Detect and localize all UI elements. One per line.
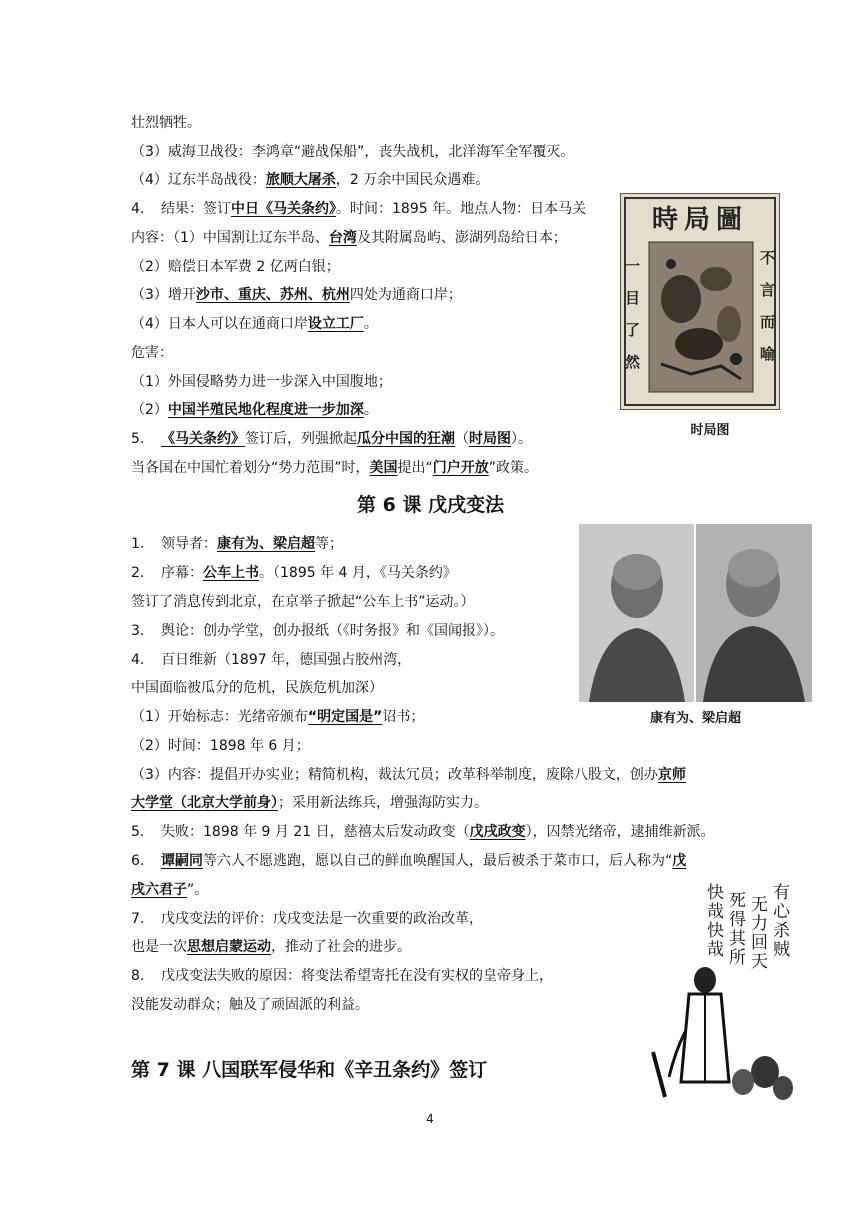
image-title-text: 時局圖 xyxy=(651,205,749,235)
keyword: 谭嗣同 xyxy=(161,853,203,869)
keyword: 美国 xyxy=(369,460,398,476)
text-line: （2）时间：1898 年 6 月； xyxy=(131,738,310,754)
keyword: 《马关条约》 xyxy=(161,431,245,447)
text-line: （4）辽东半岛战役：旅顺大屠杀，2 万余中国民众遇难。 xyxy=(131,172,490,188)
text-line: 签订了消息传到北京，在京举子掀起“公车上书”运动。） xyxy=(131,594,475,610)
text-line: 1. 领导者：康有为、梁启超等； xyxy=(131,536,343,552)
keyword: 旅顺大屠杀 xyxy=(265,172,336,188)
text-line: 6. 谭嗣同等六人不愿逃跑，愿以自己的鲜血唤醒国人，最后被杀于菜市口，后人称为“戊 xyxy=(131,853,687,869)
keyword: 公车上书 xyxy=(203,565,259,581)
text-line: 3. 舆论：创办学堂，创办报纸（《时务报》和《国闻报》）。 xyxy=(131,623,504,639)
keyword: 沙市、重庆、苏州、杭州 xyxy=(195,287,350,303)
image-brush-text: 快哉快哉 xyxy=(707,883,724,960)
image-side-text-right: 不言而喻 xyxy=(760,249,776,363)
text-line: 当各国在中国忙着划分“势力范围”时，美国提出“门户开放”政策。 xyxy=(131,460,539,476)
text-line: （4）日本人可以在通商口岸设立工厂。 xyxy=(131,316,378,332)
keyword: 门户开放 xyxy=(432,460,489,476)
text-line: （3）威海卫战役：李鸿章“避战保船”，丧失战机，北洋海军全军覆灭。 xyxy=(131,144,575,160)
keyword: 瓜分中国的狂潮 xyxy=(357,431,455,447)
text-line: （1）开始标志：光绪帝颁布“明定国是”诏书； xyxy=(131,709,425,725)
lesson-heading: 第 6 课 戊戌变法 xyxy=(357,494,505,516)
text-line: 2. 序幕：公车上书。（1895 年 4 月，《马关条约》 xyxy=(131,565,457,581)
text-line: 4. 百日维新（1897 年，德国强占胶州湾， xyxy=(131,652,412,668)
keyword: 台湾 xyxy=(328,230,357,246)
text-line: 没能发动群众；触及了顽固派的利益。 xyxy=(131,997,369,1013)
text-line: 5. 《马关条约》签订后，列强掀起瓜分中国的狂潮（时局图）。 xyxy=(131,431,532,447)
keyword: 中日《马关条约》 xyxy=(231,201,336,217)
page-number: 4 xyxy=(426,1112,434,1126)
keyword: 康有为、梁启超 xyxy=(217,536,315,552)
figure-caption: 康有为、梁启超 xyxy=(649,711,741,726)
keyword: 时局图 xyxy=(469,431,511,447)
image-brush-text: 死得其所 xyxy=(729,891,746,968)
keyword: “明定国是” xyxy=(307,709,383,725)
keyword: 京师 xyxy=(657,767,686,783)
keyword: 大学堂（北京大学前身） xyxy=(131,795,278,811)
text-line: 也是一次思想启蒙运动，推动了社会的进步。 xyxy=(131,939,411,955)
text-line: 8. 戊戌变法失败的原因：将变法希望寄托在没有实权的皇帝身上， xyxy=(131,968,553,984)
text-line: （2）赔偿日本军费 2 亿两白银； xyxy=(131,259,340,275)
text-line: 大学堂（北京大学前身）；采用新法练兵，增强海防实力。 xyxy=(131,795,488,811)
image-side-text-left: 一目了然 xyxy=(625,257,641,371)
keyword: 思想启蒙运动 xyxy=(187,939,271,955)
text-line: 危害： xyxy=(131,345,173,361)
text-line: （3）增开沙市、重庆、苏州、杭州四处为通商口岸； xyxy=(131,287,462,303)
tan-sitong-illustration xyxy=(645,882,797,1104)
text-line: 壮烈牺牲。 xyxy=(131,115,201,131)
figure-caption: 时局图 xyxy=(690,423,730,438)
text-line: 中国面临被瓜分的危机，民族危机加深） xyxy=(131,680,383,696)
text-line: 4. 结果：签订中日《马关条约》。时间：1895 年。地点人物：日本马关 xyxy=(131,201,587,217)
text-line: 戌六君子”。 xyxy=(131,882,209,898)
portrait-photo xyxy=(579,524,812,702)
text-line: （2）中国半殖民地化程度进一步加深。 xyxy=(131,402,378,418)
image-brush-text: 有心杀贼 xyxy=(773,883,790,960)
keyword: 戊戌政变 xyxy=(469,824,526,840)
keyword: 戊 xyxy=(672,853,687,869)
lesson-heading: 第 7 课 八国联军侵华和《辛丑条约》签订 xyxy=(131,1059,488,1081)
shiju-tu-image xyxy=(620,193,780,410)
keyword: 中国半殖民地化程度进一步加深 xyxy=(167,402,364,418)
text-line: （1）外国侵略势力进一步深入中国腹地； xyxy=(131,374,392,390)
text-line: 5. 失败：1898 年 9 月 21 日，慈禧太后发动政变（戊戌政变），囚禁光绪帝，逮捕维新派。 xyxy=(131,824,715,840)
text-line: 7. 戊戌变法的评价：戊戌变法是一次重要的政治改革， xyxy=(131,911,483,927)
image-brush-text: 无力回天 xyxy=(751,895,768,972)
keyword: 设立工厂 xyxy=(307,316,364,332)
text-line: 内容：（1）中国割让辽东半岛、台湾及其附属岛屿、澎湖列岛给日本； xyxy=(131,230,567,246)
text-line: （3）内容：提倡开办实业；精简机构，裁汰冗员；改革科举制度，废除八股文，创办京师 xyxy=(131,767,686,783)
keyword: 戌六君子 xyxy=(131,882,187,898)
